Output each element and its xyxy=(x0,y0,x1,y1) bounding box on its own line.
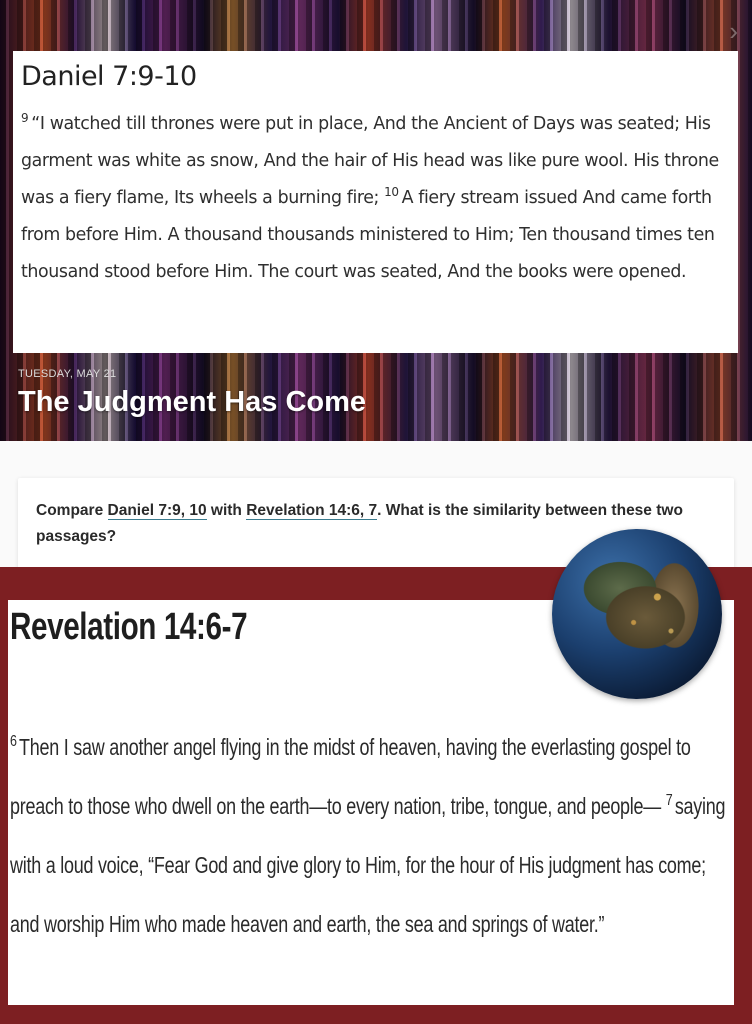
verse-9-text: “I watched till thrones were put in place, And the Ancient of Days was seated; His garment was white as snow, And the hair of His head was like pure wool. His throne was a fiery flame, Its wheels a burning fire; xyxy=(21,114,719,208)
hero-banner xyxy=(0,0,752,441)
daniel-passage-card xyxy=(13,51,738,353)
verse-6-text: Then I saw another angel flying in the midst of heaven, having the everlasting gospel to preach to those who dwell on the earth—to every nation, tribe, tongue, and people— xyxy=(10,734,691,819)
earth-globe-icon xyxy=(552,529,722,699)
verse-number-10: 10 xyxy=(384,185,399,200)
daniel-link[interactable]: Daniel 7:9, 10 xyxy=(107,502,207,519)
daniel-passage-text xyxy=(21,106,728,291)
question-middle: with xyxy=(210,502,242,519)
lesson-title: The Judgment Has Come xyxy=(18,386,367,418)
revelation-link[interactable]: Revelation 14:6, 7 xyxy=(246,502,378,519)
revelation-passage-text xyxy=(10,718,734,954)
verse-number-6: 6 xyxy=(10,733,17,751)
question-prefix: Compare xyxy=(36,502,104,519)
verse-number-7: 7 xyxy=(665,792,673,810)
chevron-right-icon[interactable]: › xyxy=(729,16,738,46)
verse-7-text: saying with a loud voice, “Fear God and give glory to Him, for the hour of His judgment has come; and worship Him who made heaven and earth, the sea and springs of water.” xyxy=(10,793,726,937)
question-suffix: . What is the similarity between these two passages? xyxy=(36,502,683,545)
lesson-date: TUESDAY, MAY 21 xyxy=(18,368,117,380)
revelation-passage-title: Revelation 14:6-7 xyxy=(10,606,248,648)
verse-number-9: 9 xyxy=(21,111,29,126)
verse-10-text: A fiery stream issued And came forth from before Him. A thousand thousands ministered to Him; Ten thousand times ten thousand stood before Him. The court was seated, And the books were opened. xyxy=(21,188,715,282)
daniel-passage-title: Daniel 7:9-10 xyxy=(21,61,197,92)
